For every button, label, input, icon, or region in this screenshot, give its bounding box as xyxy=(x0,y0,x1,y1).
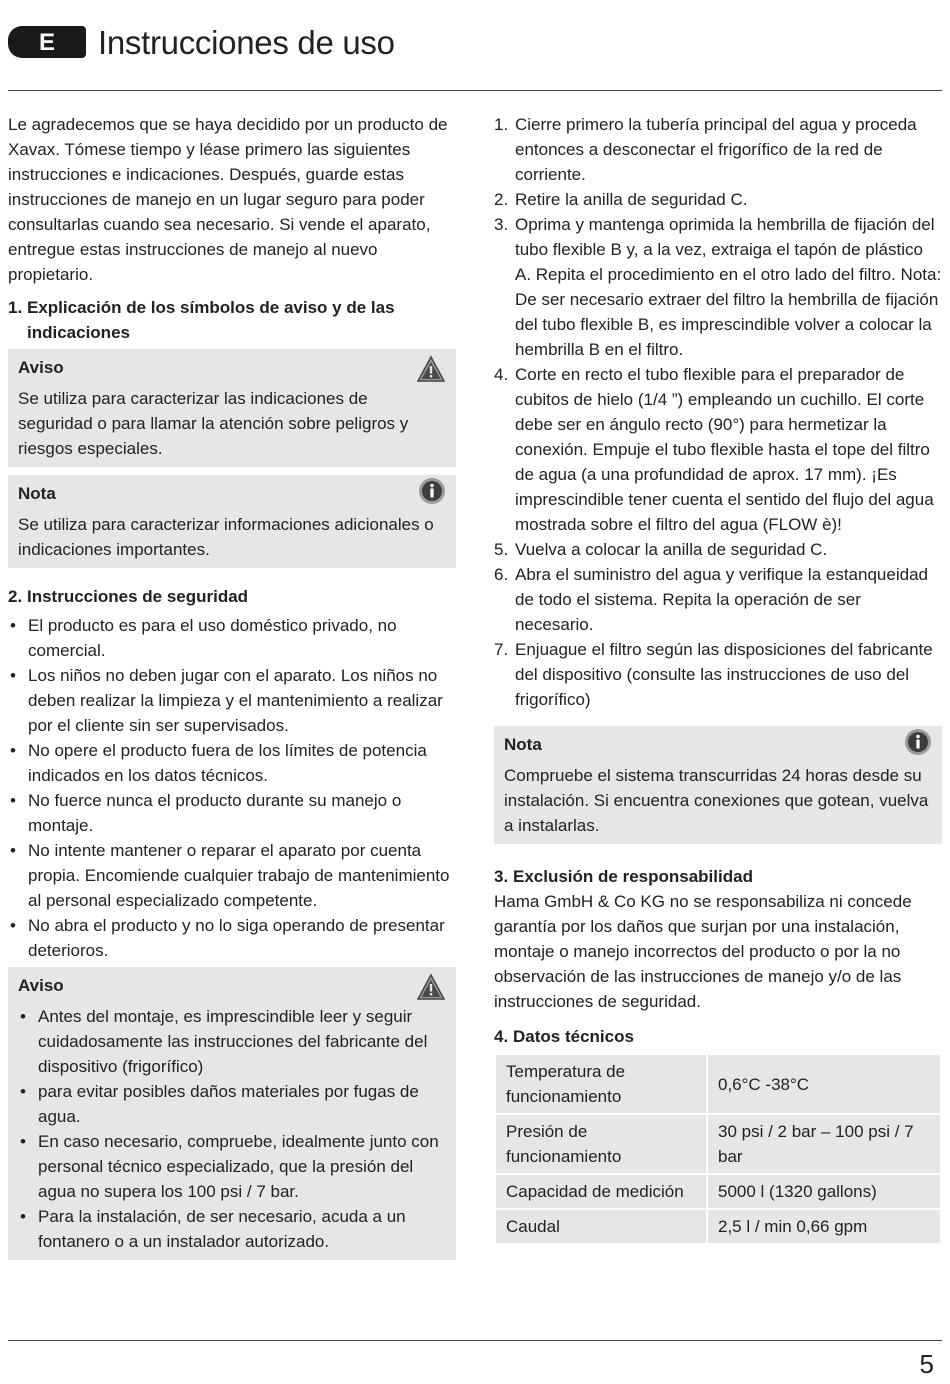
list-item: • Antes del montaje, es imprescindible leer y seguir cuidadosamente las instrucciones del fabricante del dispositivo (frigorífico) xyxy=(18,1004,446,1079)
intro-paragraph: Le agradecemos que se haya decidido por un producto de Xavax. Tómese tiempo y léase primero las siguientes instrucciones e indicaciones. Después, guarde estas instrucciones de manejo en un lugar seguro para poder consultarlas cuando sea necesario. Si vende el aparato, entregue estas instrucciones de manejo al nuevo propietario. xyxy=(8,115,448,284)
step-number: 6. xyxy=(494,565,509,584)
note-title: Nota xyxy=(18,484,56,503)
table-row xyxy=(495,1174,941,1209)
table-row xyxy=(495,1114,941,1174)
document-title: Instrucciones de uso xyxy=(98,23,395,61)
list-item: • El producto es para el uso doméstico privado, no comercial. xyxy=(8,613,456,663)
step-number: 3. xyxy=(494,215,509,234)
safety-list xyxy=(8,613,456,963)
section-4-heading xyxy=(494,1024,942,1049)
table-cell-label: Capacidad de medición xyxy=(495,1174,707,1209)
step-number: 4. xyxy=(494,365,509,384)
note-title: Nota xyxy=(504,735,542,754)
language-badge: E xyxy=(8,26,86,58)
table-row xyxy=(495,1209,941,1244)
table-row xyxy=(495,1054,941,1114)
list-item: • Para la instalación, de ser necesario, acuda a un fontanero o a un instalador autorizado. xyxy=(18,1204,446,1254)
note-text: Se utiliza para caracterizar informaciones adicionales o indicaciones importantes. xyxy=(18,515,434,559)
section-1-heading xyxy=(8,295,456,345)
section-number: 2. xyxy=(8,587,23,606)
footer-rule xyxy=(8,1340,942,1341)
table-cell-value: 2,5 l / min 0,66 gpm xyxy=(707,1209,941,1244)
liability-text: Hama GmbH & Co KG no se responsabiliza ni concede garantía por los daños que surjan por una instalación, montaje o manejo incorrectos del producto o por la no observación de las instrucciones de manejo y/o de las instrucciones de seguridad. xyxy=(494,892,912,1011)
section-title: Exclusión de responsabilidad xyxy=(513,867,753,886)
list-item: • Los niños no deben jugar con el aparato. Los niños no deben realizar la limpieza y el mantenimiento a realizar por el cliente sin ser supervisados. xyxy=(8,663,456,738)
step-item xyxy=(494,212,942,362)
step-item xyxy=(494,537,942,562)
page-header xyxy=(8,20,395,64)
section-3-heading xyxy=(494,864,942,889)
step-item xyxy=(494,562,942,637)
step-text: Enjuague el filtro según las disposiciones del fabricante del dispositivo (consulte las instrucciones de uso del frigorífico) xyxy=(515,640,933,709)
warning-triangle-icon xyxy=(416,355,446,383)
note-text: Compruebe el sistema transcurridas 24 horas desde su instalación. Si encuentra conexiones que gotean, vuelva a instalarlas. xyxy=(504,766,929,835)
section-title: Instrucciones de seguridad xyxy=(27,587,249,606)
warning-title: Aviso xyxy=(18,976,64,995)
list-item: • En caso necesario, compruebe, idealmente junto con personal técnico especializado, que la presión del agua no supera los 100 psi / 7 bar. xyxy=(18,1129,446,1204)
table-cell-label: Presión de funcionamiento xyxy=(495,1114,707,1174)
list-item: • No opere el producto fuera de los límites de potencia indicados en los datos técnicos. xyxy=(8,738,456,788)
step-number: 7. xyxy=(494,640,509,659)
step-text: Oprima y mantenga oprimida la hembrilla de fijación del tubo flexible B y, a la vez, extraiga el tapón de plástico A. Repita el procedimiento en el otro lado del filtro. Nota: De ser necesario extraer del filtro la hembrilla de fijación del tubo flexible B, es imprescindible volver a colocar la hembrilla B en el filtro. xyxy=(515,215,942,359)
step-text: Abra el suministro del agua y verifique la estanqueidad de todo el sistema. Repita la operación de ser necesario. xyxy=(515,565,928,634)
step-text: Cierre primero la tubería principal del agua y proceda entonces a desconectar el frigorífico de la red de corriente. xyxy=(515,115,917,184)
warning-box xyxy=(8,349,456,467)
page-number: 5 xyxy=(919,1349,934,1379)
step-item xyxy=(494,362,942,537)
step-number: 5. xyxy=(494,540,509,559)
section-number: 4. xyxy=(494,1027,509,1046)
list-item: • No abra el producto y no lo siga operando de presentar deterioros. xyxy=(8,913,456,963)
list-item: • No intente mantener o reparar el aparato por cuenta propia. Encomiende cualquier trabajo de mantenimiento al personal especializado competente. xyxy=(8,838,456,913)
installation-steps xyxy=(494,112,942,712)
info-circle-icon xyxy=(418,477,446,505)
list-item: • No fuerce nunca el producto durante su manejo o montaje. xyxy=(8,788,456,838)
warning-title: Aviso xyxy=(18,358,64,377)
note-box xyxy=(494,726,942,844)
table-cell-label: Caudal xyxy=(495,1209,707,1244)
table-cell-value: 0,6°C -38°C xyxy=(707,1054,941,1114)
section-title: Explicación de los símbolos de aviso y de las indicaciones xyxy=(27,298,395,342)
warning-triangle-icon xyxy=(416,973,446,1001)
section-number: 1. xyxy=(8,298,23,317)
section-number: 3. xyxy=(494,867,509,886)
warning-box xyxy=(8,967,456,1260)
section-title: Datos técnicos xyxy=(513,1027,634,1046)
left-column xyxy=(8,112,456,1268)
step-number: 2. xyxy=(494,190,509,209)
step-item xyxy=(494,112,942,187)
table-cell-value: 5000 l (1320 gallons) xyxy=(707,1174,941,1209)
step-text: Retire la anilla de seguridad C. xyxy=(515,190,748,209)
info-circle-icon xyxy=(904,728,932,756)
table-cell-value: 30 psi / 2 bar – 100 psi / 7 bar xyxy=(707,1114,941,1174)
warning-list xyxy=(18,1004,446,1254)
step-number: 1. xyxy=(494,115,509,134)
step-text: Corte en recto el tubo flexible para el preparador de cubitos de hielo (1/4 ”) empleando un cuchillo. El corte debe ser en ángulo recto (90°) para hermetizar la conexión. Empuje el tubo flexible hasta el tope del filtro de agua (a una profundidad de aprox. 17 mm). ¡Es imprescindible tener cuenta el sentido del flujo del agua mostrada sobre el filtro del agua (FLOW è)! xyxy=(515,365,934,534)
section-2-heading xyxy=(8,584,456,609)
step-item xyxy=(494,637,942,712)
step-text: Vuelva a colocar la anilla de seguridad C. xyxy=(515,540,828,559)
note-box xyxy=(8,475,456,568)
warning-text: Se utiliza para caracterizar las indicaciones de seguridad o para llamar la atención sobre peligros y riesgos especiales. xyxy=(18,389,409,458)
table-cell-label: Temperatura de funcionamiento xyxy=(495,1054,707,1114)
header-rule xyxy=(8,90,942,91)
step-item xyxy=(494,187,942,212)
list-item: • para evitar posibles daños materiales por fugas de agua. xyxy=(18,1079,446,1129)
right-column xyxy=(494,112,942,1245)
technical-data-table xyxy=(494,1053,942,1245)
